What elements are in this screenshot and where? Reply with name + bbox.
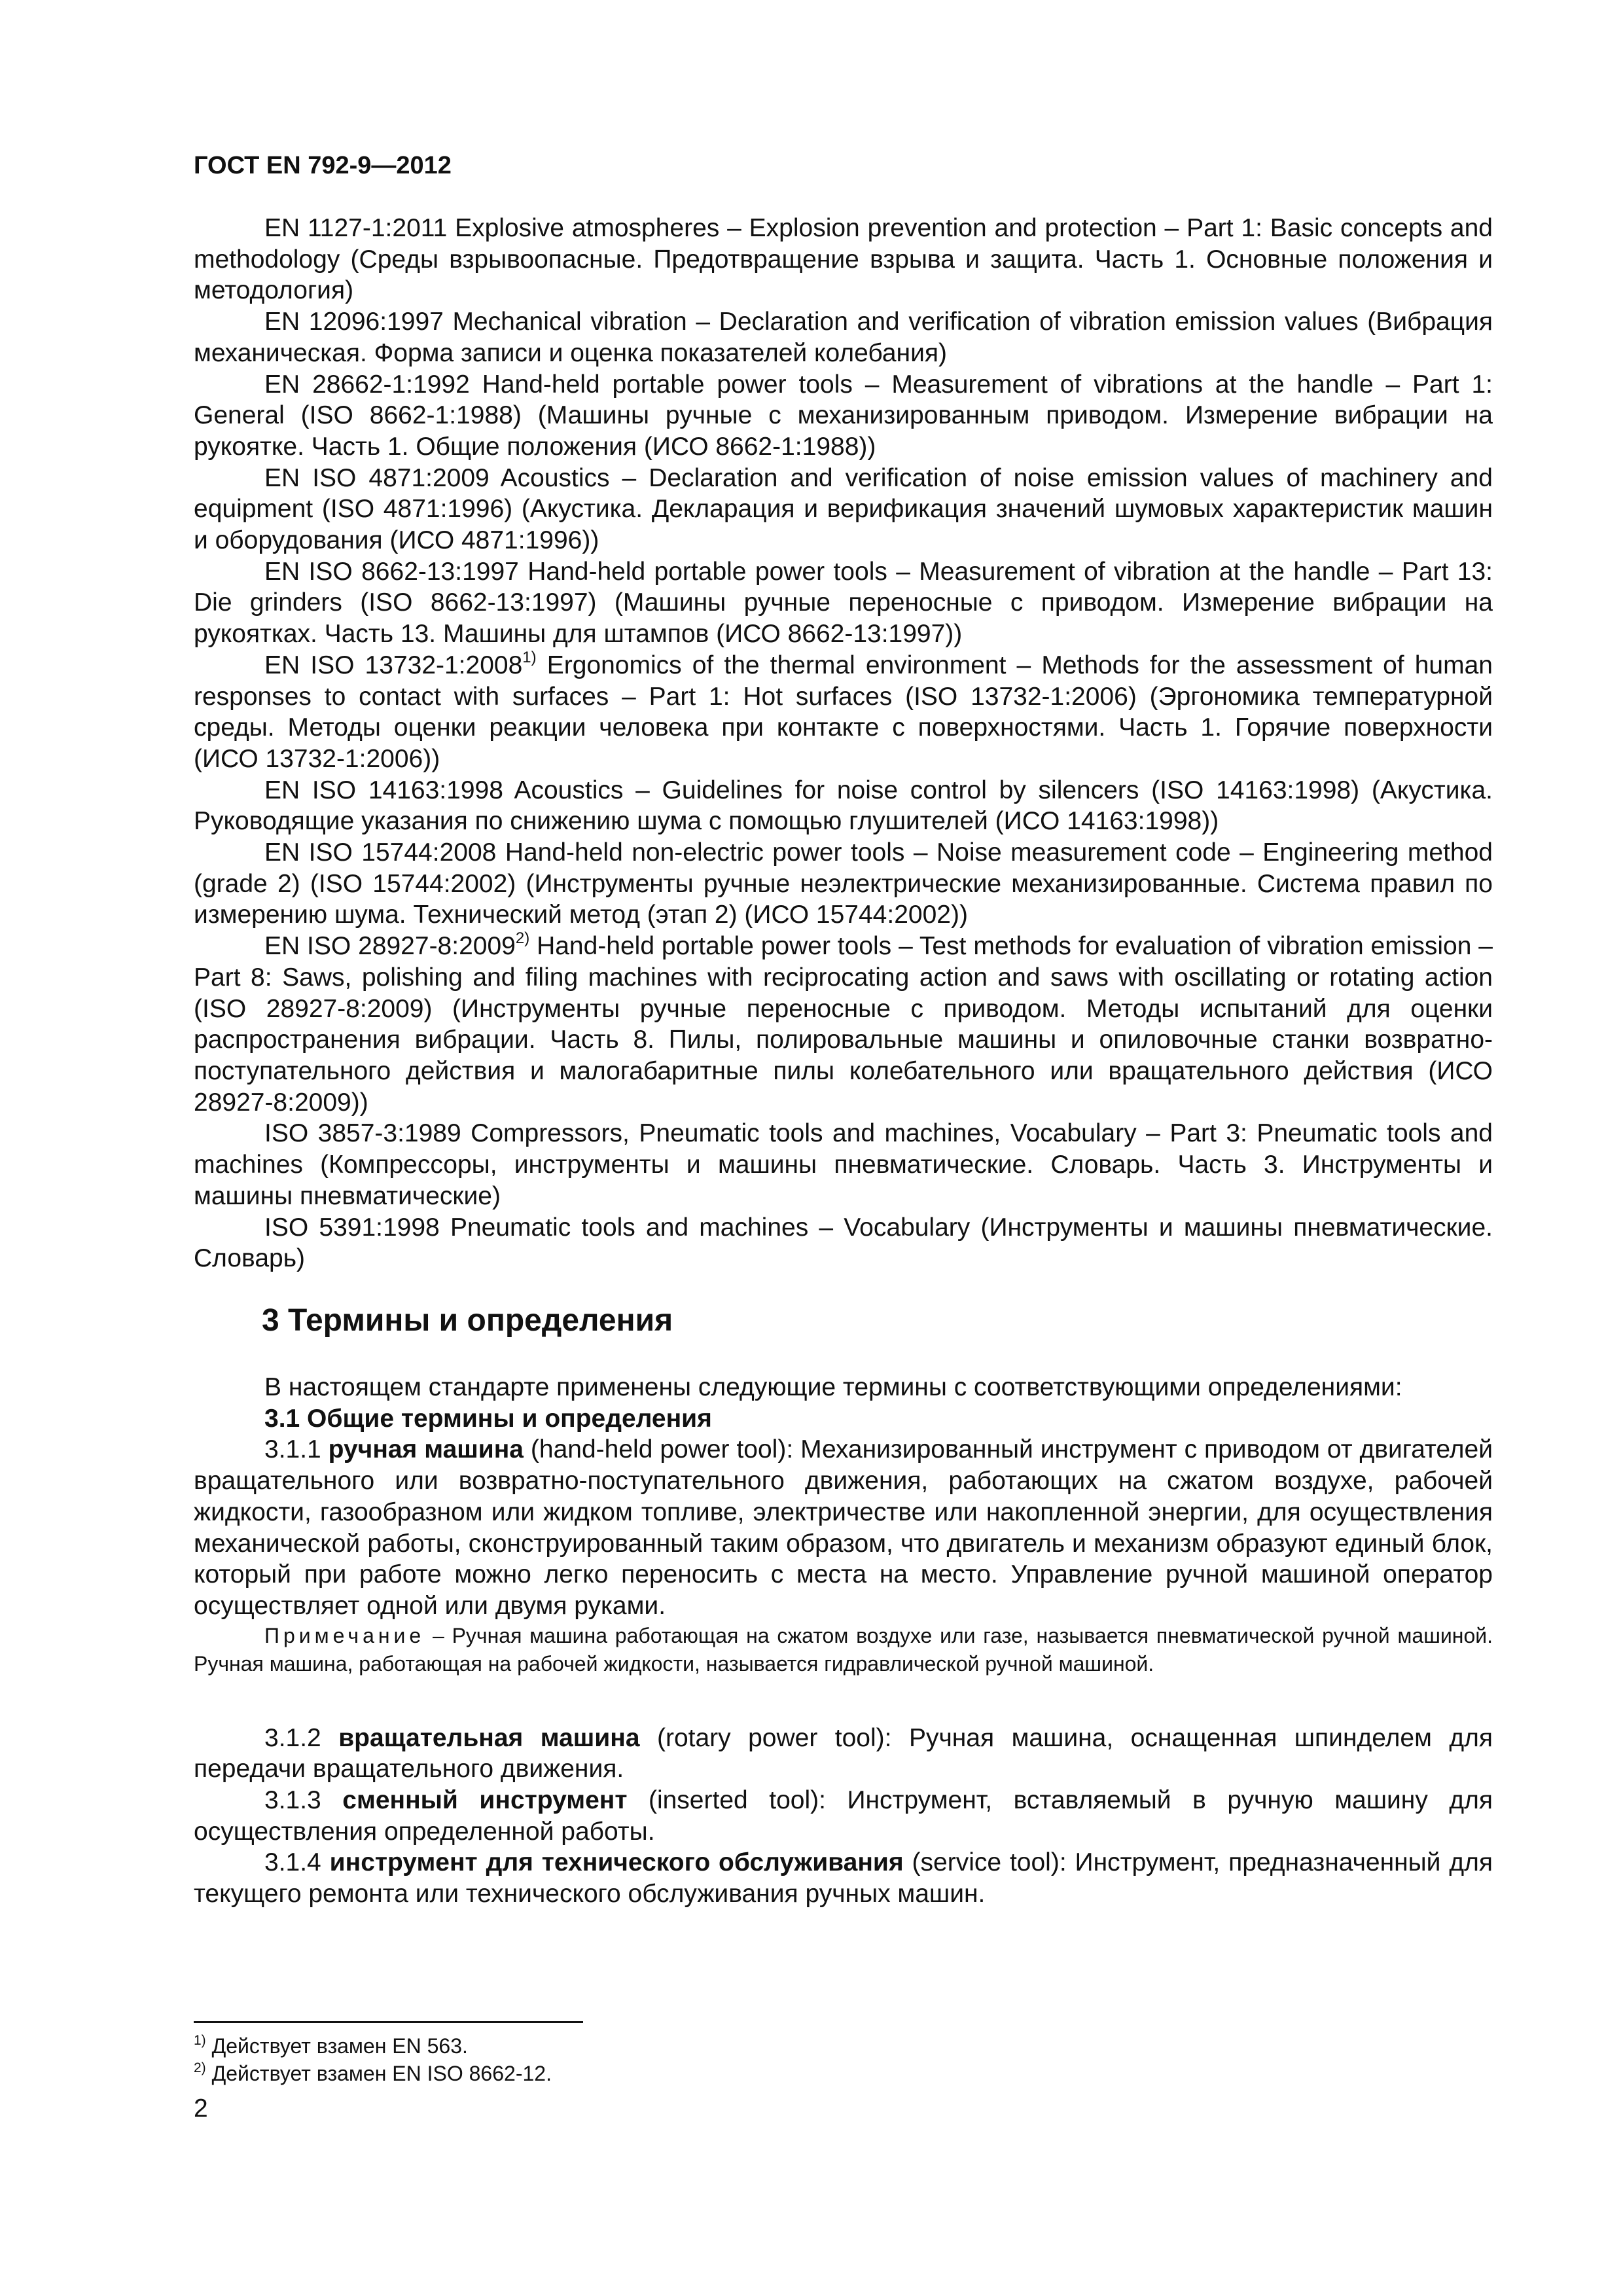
terms-section	[194, 1372, 1493, 1910]
section-intro: В настоящем стандарте применены следующие термины с соответствующими определениями:	[264, 1373, 1402, 1401]
term-name: вращательная машина	[338, 1723, 640, 1752]
subsection-heading: 3.1 Общие термины и определения	[264, 1404, 712, 1433]
reference-item	[194, 931, 1493, 1118]
footnote-text: Действует взамен EN 563.	[205, 2034, 468, 2058]
reference-description: Hand-held portable power tools – Test methods for evaluation of vibration emission – Part 8: Saws, polishing and filing machines with reciprocating action and saws with oscillating or rotating action (ISO 28927-8:2009) (Инструменты ручные переносные с приводом. Методы испытаний для оценки распространения вибрации. Часть 8. Пилы, полировальные машины и опиловочные станки возвратно-поступательного действия и малогабаритные пилы колебательного или вращательного действия (ИСО 28927-8:2009))	[194, 932, 1493, 1117]
footnote-item	[194, 2032, 552, 2060]
reference-item: EN 28662-1:1992 Hand-held portable power tools – Measurement of vibrations at the handle – Part 1: General (ISO 8662-1:1988) (Машины ручные с механизированным приводом. Измерение вибрации на рукоятке. Часть 1. Общие положения (ИСО 8662-1:1988))	[194, 370, 1493, 461]
term-definition	[194, 1723, 1493, 1785]
term-text: (rotary power tool): Ручная машина, оснащенная шпинделем для передачи вращательного движения.	[194, 1723, 1493, 1784]
term-name: сменный инструмент	[342, 1786, 628, 1815]
term-number: 3.1.4	[264, 1848, 330, 1877]
normative-references	[194, 213, 1493, 1274]
term-name: ручная машина	[328, 1435, 524, 1464]
reference-item: EN ISO 15744:2008 Hand-held non-electric power tools – Noise measurement code – Engineering method (grade 2) (ISO 15744:2002) (Инструменты ручные неэлектрические механизированные. Система правил по измерению шума. Технический метод (этап 2) (ИСО 15744:2002))	[194, 838, 1493, 929]
term-number: 3.1.2	[264, 1723, 339, 1752]
reference-code: EN ISO 28927-8:2009	[264, 932, 516, 961]
reference-item	[194, 650, 1493, 775]
term-definition	[194, 1785, 1493, 1847]
reference-item: ISO 3857-3:1989 Compressors, Pneumatic tools and machines, Vocabulary – Part 3: Pneumatic tools and machines (Компрессоры, инструменты и машины пневматические. Словарь. Часть 3. Инструменты и машины пневматические)	[194, 1119, 1493, 1210]
footnote-mark: 1)	[194, 2033, 206, 2048]
reference-item: EN 1127-1:2011 Explosive atmospheres – Explosion prevention and protection – Part 1: Basic concepts and methodology (Среды взрывоопасные. Предотвращение взрыва и защита. Часть 1. Основные положения и методология)	[194, 214, 1493, 305]
page-number: 2	[194, 2094, 208, 2123]
reference-code: EN ISO 13732-1:2008	[264, 651, 523, 679]
note	[194, 1622, 1493, 1678]
term-number: 3.1.3	[264, 1786, 343, 1815]
term-text: (service tool): Инструмент, предназначенный для текущего ремонта или технического обслуживания ручных машин.	[194, 1848, 1493, 1909]
reference-item: EN ISO 4871:2009 Acoustics – Declaration and verification of noise emission values of machinery and equipment (ISO 4871:1996) (Акустика. Декларация и верификация значений шумовых характеристик машин и оборудования (ИСО 4871:1996))	[194, 463, 1493, 555]
reference-item: EN ISO 8662-13:1997 Hand-held portable power tools – Measurement of vibration at the handle – Part 13: Die grinders (ISO 8662-13:1997) (Машины ручные переносные с приводом. Измерение вибрации на рукоятках. Часть 13. Машины для штампов (ИСО 8662-13:1997))	[194, 557, 1493, 649]
reference-item: EN ISO 14163:1998 Acoustics – Guidelines for noise control by silencers (ISO 14163:1998) (Акустика. Руководящие указания по снижению шума с помощью глушителей (ИСО 14163:1998))	[194, 776, 1493, 836]
footnote-ref: 2)	[515, 929, 530, 948]
footnotes	[194, 2032, 552, 2087]
reference-item: EN 12096:1997 Mechanical vibration – Declaration and verification of vibration emission values (Вибрация механическая. Форма записи и оценка показателей колебания)	[194, 308, 1493, 367]
document-header: ГОСТ EN 792-9—2012	[194, 152, 452, 179]
note-label: Примечание	[264, 1623, 425, 1647]
footnote-text: Действует взамен EN ISO 8662-12.	[205, 2062, 552, 2085]
term-text: (inserted tool): Инструмент, вставляемый в ручную машину для осуществления определенной работы.	[194, 1786, 1493, 1846]
footnote-ref: 1)	[522, 648, 537, 666]
reference-description: Ergonomics of the thermal environment – Methods for the assessment of human responses to contact with surfaces – Part 1: Hot surfaces (ISO 13732-1:2006) (Эргономика температурной среды. Методы оценки реакции человека при контакте с поверхностями. Часть 1. Горячие поверхности (ИСО 13732-1:2006))	[194, 651, 1493, 773]
term-name: инструмент для технического обслуживания	[329, 1848, 904, 1877]
footnote-mark: 2)	[194, 2060, 206, 2075]
term-number: 3.1.1	[264, 1435, 329, 1464]
note-text: – Ручная машина работающая на сжатом воздухе или газе, называется пневматической ручной машиной. Ручная машина, работающая на рабочей жидкости, называется гидравлической ручной машиной.	[194, 1623, 1493, 1676]
term-definition	[194, 1847, 1493, 1909]
footnote-item	[194, 2060, 552, 2087]
term-definition	[194, 1434, 1493, 1621]
footnote-separator	[194, 2021, 583, 2023]
section-title: 3 Термины и определения	[262, 1303, 673, 1338]
reference-item: ISO 5391:1998 Pneumatic tools and machines – Vocabulary (Инструменты и машины пневматические. Словарь)	[194, 1213, 1493, 1273]
term-text: (hand-held power tool): Механизированный инструмент с приводом от двигателей вращательного или возвратно-поступательного движения, работающих на сжатом воздухе, рабочей жидкости, газообразном или жидком топливе, электричестве или накопленной энергии, для осуществления механической работы, сконструированный таким образом, что двигатель и механизм образуют единый блок, который при работе можно легко переносить с места на место. Управление ручной машиной оператор осуществляет одной или двумя руками.	[194, 1435, 1493, 1620]
